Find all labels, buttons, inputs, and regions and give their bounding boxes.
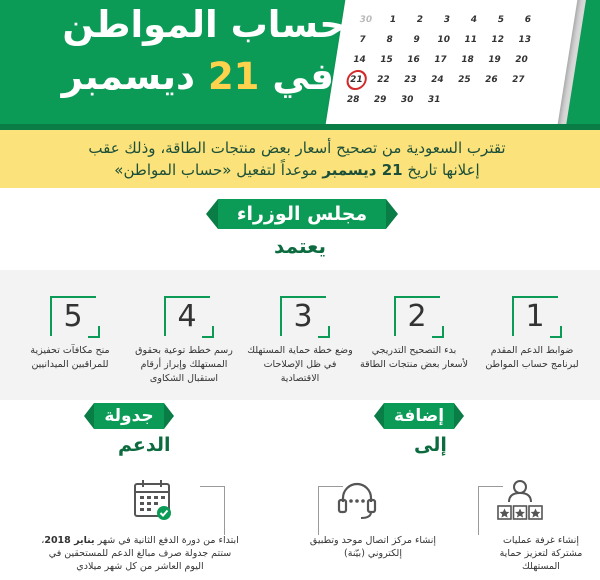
- calendar-day: 13: [517, 35, 532, 45]
- title-line-1: حساب المواطن: [62, 3, 346, 46]
- title-prefix: في: [272, 55, 334, 98]
- approved-items: [0, 270, 600, 400]
- item-1: [476, 296, 588, 400]
- operations-bracket: [478, 486, 503, 535]
- to-heading: إلى: [414, 434, 447, 456]
- call-center-text: إنشاء مركز اتصال موحد وتطبيق إلكتروني (بيّنة): [309, 535, 437, 559]
- calendar-day: 24: [430, 75, 445, 85]
- schedule-bracket: [200, 486, 225, 535]
- item-2: [358, 296, 470, 400]
- item-5: [14, 296, 126, 400]
- calendar-day: 15: [379, 55, 394, 65]
- item-4: [128, 296, 240, 400]
- schedule-month-bold: يناير 2018: [44, 535, 95, 546]
- calendar-day: 27: [511, 75, 526, 85]
- calendar-day: 31: [426, 95, 442, 105]
- calendar-day: 12: [490, 35, 505, 45]
- calendar-day: 20: [514, 55, 529, 65]
- intro-date-bold: 21 ديسمبر: [322, 161, 403, 179]
- calendar-day: 1: [388, 15, 397, 25]
- item-number: 2: [407, 299, 427, 334]
- council-ribbon: مجلس الوزراء: [218, 199, 386, 229]
- schedule-text-end: ، ستتم جدولة صرف مبالغ الدعم للمستحقين في اليوم العاشر من كل شهر ميلادي: [41, 535, 232, 572]
- council-section: [0, 188, 600, 270]
- call-center-bracket: [318, 486, 343, 535]
- intro-line-2-start: إعلانها تاريخ: [407, 161, 480, 179]
- bottom-section: [0, 400, 600, 580]
- calendar-day: 25: [457, 75, 472, 85]
- calendar-icon: [325, 0, 578, 126]
- header-banner: [0, 0, 600, 130]
- item-text: ضوابط الدعم المقدم لبرنامج حساب المواطن: [485, 345, 579, 370]
- calendar-day: 2: [415, 15, 424, 25]
- calendar-day: 22: [376, 75, 391, 85]
- intro-line-1: تقترب السعودية من تصحيح أسعار بعض منتجات الطاقة، وذلك عقب: [88, 139, 506, 157]
- calendar-day: 30: [358, 15, 373, 25]
- item-number: 4: [177, 299, 197, 334]
- calendar-day: 4: [469, 15, 478, 25]
- intro-band: [0, 130, 600, 188]
- calendar-day: 11: [463, 35, 478, 45]
- item-text: وضع خطة حماية المستهلك في ظل الإصلاحات الاقتصادية: [247, 345, 353, 384]
- approves-heading: يعتمد: [274, 234, 326, 258]
- title-line-2: [62, 54, 334, 100]
- title-date-number: 21: [207, 55, 260, 98]
- operations-person-icon: [496, 478, 544, 524]
- calendar-grid: [338, 10, 543, 110]
- calendar-day: 29: [372, 95, 388, 105]
- calendar-check-icon: [132, 478, 174, 522]
- calendar-day: 23: [403, 75, 418, 85]
- calendar-day: 19: [487, 55, 502, 65]
- calendar-day: 9: [412, 35, 421, 45]
- item-number: 1: [525, 299, 545, 334]
- item-text: رسم خطط توعية بحقوق المستهلك وإبراز أرقام استقبال الشكاوى: [135, 345, 233, 384]
- item-text: منح مكافآت تحفيزية للمراقبين الميدانيين: [30, 345, 110, 370]
- support-heading: الدعم: [118, 434, 171, 456]
- calendar-day: 10: [436, 35, 451, 45]
- calendar-day: 17: [433, 55, 448, 65]
- calendar-day: 21: [345, 70, 368, 90]
- calendar-day: 16: [406, 55, 421, 65]
- schedule-text: [40, 534, 240, 573]
- intro-line-2-end: موعداً لتفعيل «حساب المواطن»: [114, 161, 318, 179]
- item-number: 5: [63, 299, 83, 334]
- intro-line-2: [12, 159, 582, 181]
- operations-text: إنشاء غرفة عمليات مشتركة لتعزيز حماية المستهلك: [499, 535, 583, 572]
- item-number: 3: [293, 299, 313, 334]
- item-text: بدء التصحيح التدريجي لأسعار بعض منتجات الطاقة: [359, 345, 469, 370]
- calendar-day: 26: [484, 75, 499, 85]
- calendar-day: 18: [460, 55, 475, 65]
- calendar-day: 30: [399, 95, 415, 105]
- calendar-day: 6: [523, 15, 532, 25]
- schedule-ribbon: جدولة: [94, 403, 164, 429]
- calendar-day: 28: [345, 95, 361, 105]
- calendar-day: 3: [442, 15, 451, 25]
- item-3: [244, 296, 356, 400]
- calendar-day: 14: [352, 55, 367, 65]
- calendar-day: 8: [385, 35, 394, 45]
- addition-ribbon: إضافة: [384, 403, 454, 429]
- calendar-day: 5: [496, 15, 505, 25]
- title-month: ديسمبر: [61, 55, 196, 98]
- schedule-text-start: ابتداء من دورة الدفع الثانية في شهر: [97, 535, 239, 546]
- calendar-day: 7: [358, 35, 367, 45]
